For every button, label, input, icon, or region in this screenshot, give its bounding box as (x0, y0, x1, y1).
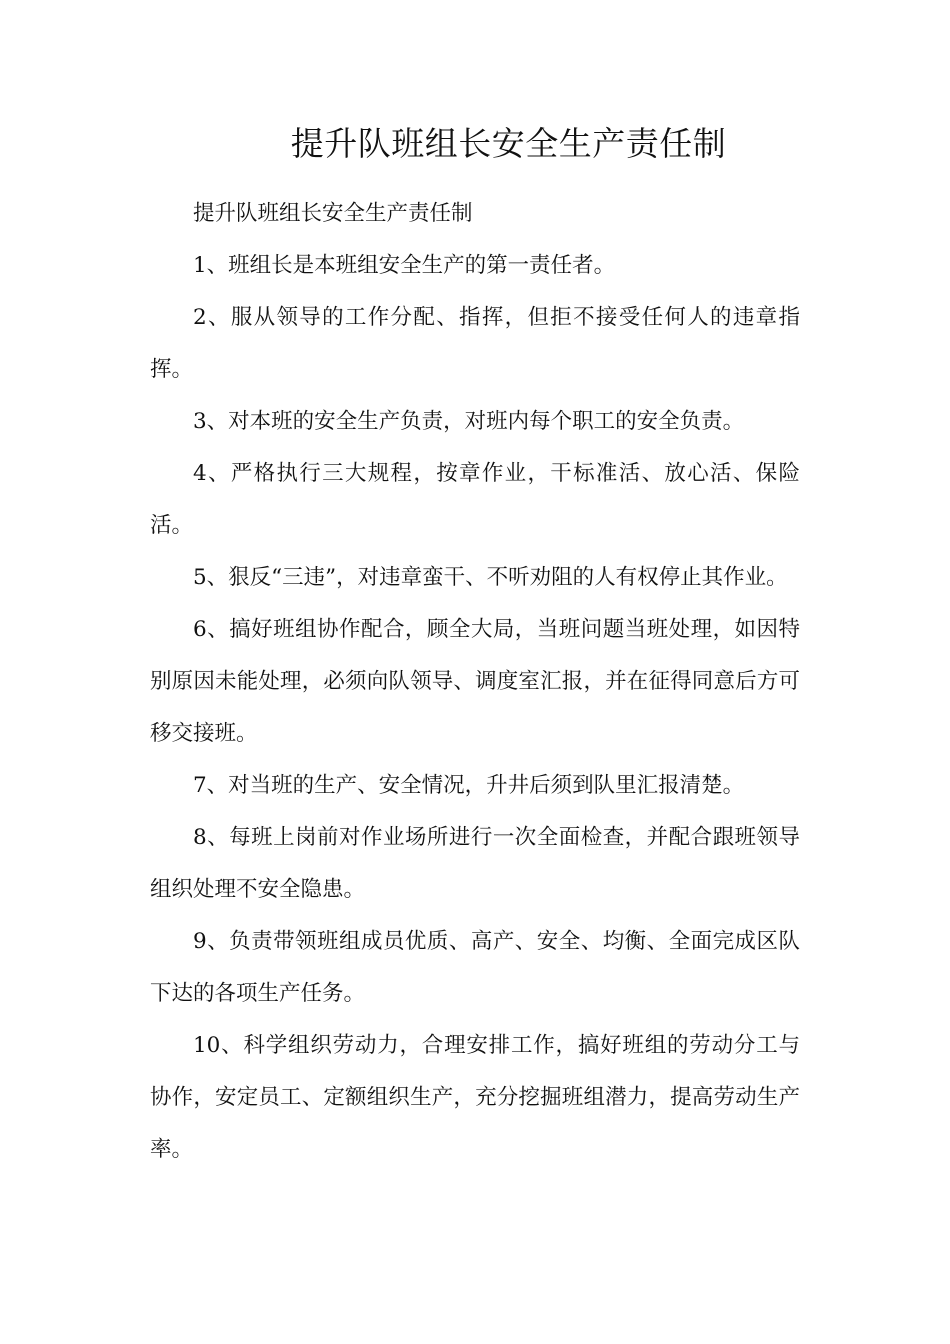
clause-3: 3、对本班的安全生产负责，对班内每个职工的安全负责。 (193, 409, 745, 434)
clause-7: 7、对当班的生产、安全情况，升井后须到队里汇报清楚。 (193, 773, 745, 798)
clause-5: 5、狠反“三违”，对违章蛮干、不听劝阻的人有权停止其作业。 (193, 565, 788, 590)
clause-1: 1、班组长是本班组安全生产的第一责任者。 (193, 253, 616, 278)
clause-9: 9、负责带领班组成员优质、高产、安全、均衡、全面完成区队下达的各项生产任务。 (150, 929, 800, 1006)
document-body (150, 188, 800, 1176)
document-title: 提升队班组长安全生产责任制 (290, 124, 727, 163)
clause-8: 8、每班上岗前对作业场所进行一次全面检查，并配合跟班领导组织处理不安全隐患。 (150, 825, 800, 902)
clause-4: 4、严格执行三大规程，按章作业，干标准活、放心活、保险活。 (150, 461, 800, 538)
clause-2: 2、服从领导的工作分配、指挥，但拒不接受任何人的违章指挥。 (150, 305, 800, 382)
clause-6: 6、搞好班组协作配合，顾全大局，当班问题当班处理，如因特别原因未能处理，必须向队领导、调度室汇报，并在征得同意后方可移交接班。 (150, 617, 800, 746)
clause-10: 10、科学组织劳动力，合理安排工作，搞好班组的劳动分工与协作，安定员工、定额组织生产，充分挖掘班组潜力，提高劳动生产率。 (150, 1033, 800, 1162)
subtitle-paragraph: 提升队班组长安全生产责任制 (193, 201, 473, 226)
